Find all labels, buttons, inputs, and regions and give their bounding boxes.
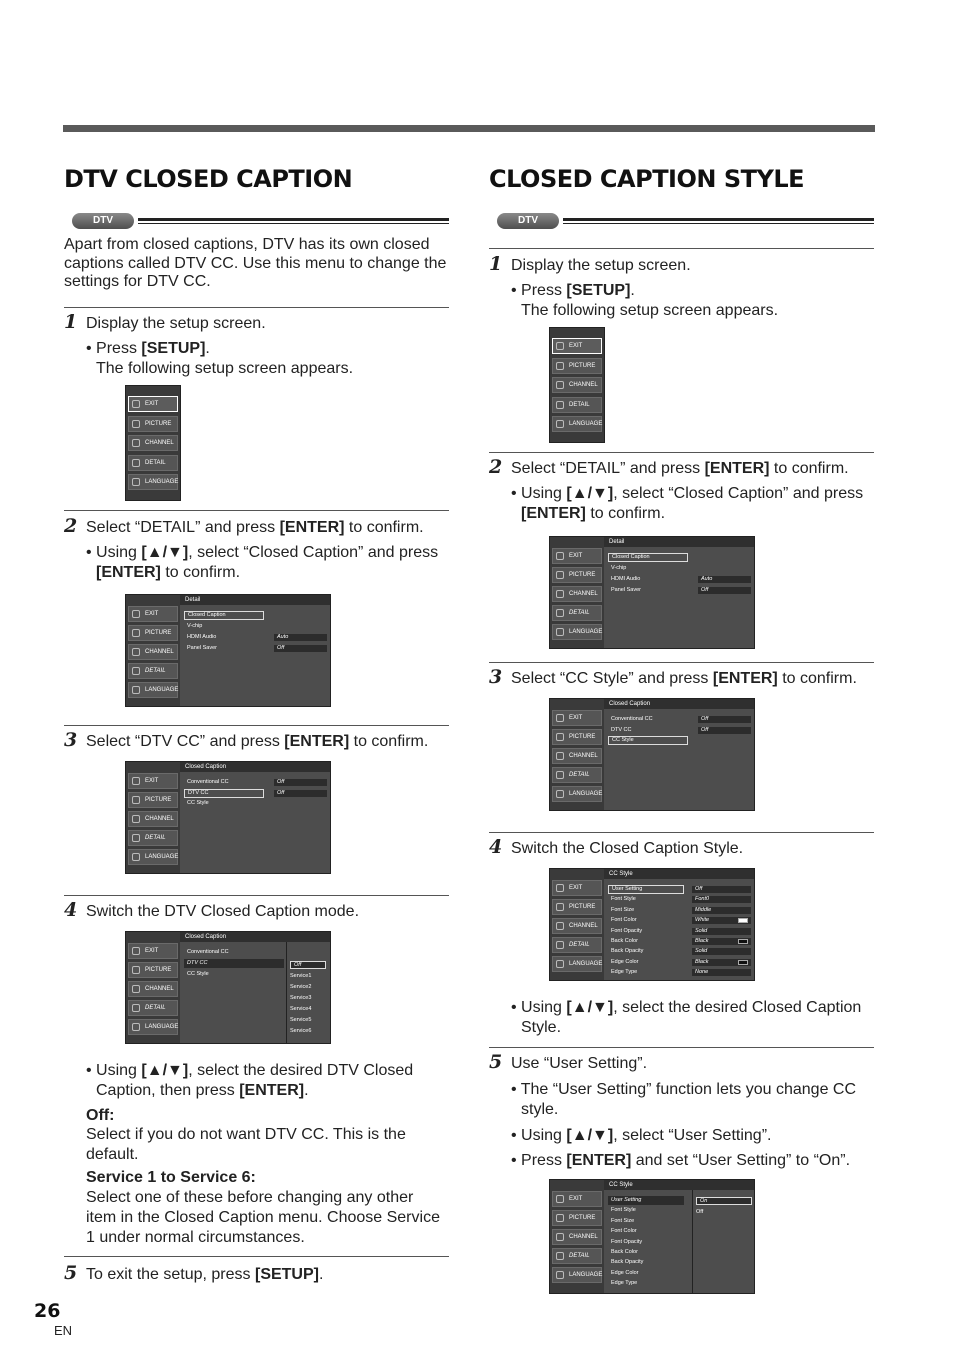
- color-swatch: [738, 960, 748, 965]
- menu-panel: [180, 595, 330, 706]
- menu-value: Black: [692, 959, 751, 966]
- channel-icon: [132, 648, 140, 656]
- menu-row: DTV CC: [184, 789, 264, 798]
- closed-caption-menu-screen: [125, 761, 331, 874]
- menu-value: Auto: [698, 576, 751, 583]
- menu-row: Edge Type: [611, 1280, 638, 1287]
- panel-title: CC Style: [604, 1180, 754, 1190]
- menu-sidebar: [550, 869, 604, 980]
- language-icon: [556, 628, 564, 636]
- exit-icon: [132, 400, 140, 408]
- menu-row: DTV CC: [187, 960, 208, 966]
- menu-value: Off: [274, 645, 327, 652]
- option-item: Service2: [290, 984, 312, 990]
- menu-row: CC Style: [187, 971, 209, 977]
- sidebar-item-label: LANGUAGE: [145, 854, 179, 860]
- sidebar-item-label: LANGUAGE: [569, 961, 603, 967]
- menu-row: Conventional CC: [611, 716, 653, 722]
- menu-row: Back Opacity: [611, 948, 644, 955]
- option-item: Service3: [290, 995, 312, 1001]
- divider: [64, 1256, 449, 1257]
- channel-icon: [556, 1233, 564, 1241]
- language-icon: [556, 420, 564, 428]
- menu-row: Back Opacity: [611, 1259, 644, 1266]
- sidebar-item-language: [128, 682, 178, 698]
- sidebar-item-label: CHANNEL: [569, 753, 598, 759]
- sidebar-item-label: PICTURE: [569, 572, 596, 578]
- sidebar-item-label: EXIT: [569, 1196, 583, 1202]
- sidebar-item-exit: [552, 710, 602, 726]
- sidebar-item-language: [128, 474, 178, 490]
- dtv-badge-row: [72, 212, 449, 230]
- page-language: EN: [54, 1323, 73, 1338]
- sidebar-item-language: [552, 416, 602, 432]
- divider: [64, 895, 449, 896]
- sidebar-item-detail: [128, 455, 178, 471]
- dtv-badge-row: [497, 212, 874, 230]
- exit-icon: [556, 1195, 564, 1203]
- page-number: 26: [34, 1300, 61, 1322]
- intro-text: Apart from closed captions, DTV has its own closed captions called DTV CC. Use this menu to change the settings for DTV CC.: [64, 236, 447, 290]
- detail-icon: [132, 1004, 140, 1012]
- sidebar-item-language: [552, 786, 602, 802]
- menu-panel: [180, 762, 330, 873]
- menu-row: User Setting: [611, 1197, 642, 1203]
- menu-panel: [180, 932, 330, 1043]
- channel-icon: [556, 590, 564, 598]
- sidebar-item-label: EXIT: [145, 948, 159, 954]
- sidebar-item-language: [552, 956, 602, 972]
- sidebar-item-channel: [552, 918, 602, 934]
- menu-row: Conventional CC: [187, 779, 229, 785]
- sidebar-item-channel: [552, 377, 602, 393]
- menu-value: Middle: [692, 907, 751, 914]
- sidebar-item-label: EXIT: [569, 715, 583, 721]
- sidebar-item-label: CHANNEL: [145, 440, 174, 446]
- picture-icon: [556, 733, 564, 741]
- sidebar-item-label: CHANNEL: [145, 816, 174, 822]
- section-title: CLOSED CAPTION STYLE: [489, 165, 805, 193]
- color-swatch: [738, 918, 748, 923]
- option-item: On: [696, 1197, 752, 1205]
- sidebar-item-channel: [552, 1229, 602, 1245]
- channel-icon: [132, 815, 140, 823]
- sidebar-item-channel: [128, 435, 178, 451]
- menu-row: CC Style: [608, 736, 688, 745]
- sidebar-item-picture: [552, 899, 602, 915]
- sidebar-item-label: LANGUAGE: [145, 1024, 179, 1030]
- menu-row: Panel Saver: [611, 587, 641, 593]
- menu-sidebar: [126, 386, 180, 500]
- language-icon: [556, 960, 564, 968]
- detail-icon: [556, 401, 564, 409]
- menu-value: Solid: [692, 928, 751, 935]
- menu-row: Font Color: [611, 917, 637, 924]
- panel-title: Detail: [604, 537, 754, 547]
- menu-row: Panel Saver: [187, 645, 217, 651]
- exit-icon: [556, 884, 564, 892]
- menu-sidebar: [550, 328, 604, 442]
- channel-icon: [132, 439, 140, 447]
- detail-menu-screen: [549, 536, 755, 649]
- menu-row: V-chip: [611, 565, 627, 571]
- sidebar-item-label: LANGUAGE: [569, 791, 603, 797]
- picture-icon: [556, 903, 564, 911]
- sidebar-item-exit: [552, 1191, 602, 1207]
- sidebar-item-label: PICTURE: [145, 420, 172, 427]
- sidebar-item-label: PICTURE: [145, 797, 172, 803]
- panel-title: CC Style: [604, 869, 754, 879]
- section-title: DTV CLOSED CAPTION: [64, 165, 353, 193]
- menu-value: Off: [698, 716, 751, 723]
- picture-icon: [132, 796, 140, 804]
- dtv-badge: DTV: [497, 213, 559, 229]
- menu-row: Font Style: [611, 896, 636, 903]
- sidebar-item-channel: [552, 748, 602, 764]
- menu-row: DTV CC: [611, 726, 632, 733]
- divider: [489, 662, 874, 663]
- sidebar-item-detail: [128, 1000, 178, 1016]
- menu-sidebar: [550, 537, 604, 648]
- option-item: Service4: [290, 1006, 312, 1012]
- sidebar-item-label: PICTURE: [569, 904, 596, 910]
- sidebar-item-language: [552, 1267, 602, 1283]
- menu-value: Off: [274, 779, 327, 786]
- sidebar-item-label: EXIT: [569, 885, 583, 891]
- exit-icon: [132, 947, 140, 955]
- menu-row: Back Color: [611, 1249, 638, 1255]
- menu-row: Edge Type: [611, 969, 638, 976]
- sidebar-item-channel: [128, 981, 178, 997]
- sidebar-item-label: LANGUAGE: [569, 629, 603, 635]
- picture-icon: [132, 629, 140, 637]
- exit-icon: [556, 714, 564, 722]
- sidebar-item-label: CHANNEL: [569, 1234, 598, 1240]
- sidebar-item-picture: [552, 567, 602, 583]
- detail-icon: [556, 941, 564, 949]
- divider: [489, 452, 874, 453]
- sidebar-item-exit: [128, 773, 178, 789]
- sidebar-item-label: EXIT: [145, 778, 159, 784]
- channel-icon: [556, 752, 564, 760]
- sidebar-item-exit: [128, 943, 178, 959]
- user-setting-menu-screen: [549, 1179, 755, 1294]
- menu-panel: [604, 699, 754, 810]
- language-icon: [132, 1023, 140, 1031]
- option-item: Off: [696, 1208, 704, 1215]
- option-item: Service1: [290, 973, 312, 979]
- menu-panel: [604, 869, 754, 980]
- closed-caption-menu-screen: [549, 698, 755, 811]
- menu-row: Font Size: [611, 1217, 635, 1224]
- channel-icon: [132, 985, 140, 993]
- cc-style-menu-screen: [549, 868, 755, 981]
- sidebar-item-channel: [128, 811, 178, 827]
- detail-icon: [132, 667, 140, 675]
- language-icon: [556, 790, 564, 798]
- sidebar-item-label: LANGUAGE: [569, 1272, 603, 1278]
- menu-value: Off: [274, 790, 327, 797]
- dtv-badge: DTV: [72, 213, 134, 229]
- exit-icon: [132, 777, 140, 785]
- sidebar-item-exit: [552, 548, 602, 564]
- menu-sidebar: [126, 932, 180, 1043]
- channel-icon: [556, 922, 564, 930]
- sidebar-item-label: CHANNEL: [569, 591, 598, 597]
- menu-row: Back Color: [611, 938, 638, 944]
- exit-icon: [556, 552, 564, 560]
- menu-sidebar: [550, 1180, 604, 1293]
- sidebar-item-language: [128, 1019, 178, 1035]
- sidebar-item-language: [552, 624, 602, 640]
- language-icon: [556, 1271, 564, 1279]
- sidebar-item-label: CHANNEL: [145, 986, 174, 992]
- menu-row: Font Opacity: [611, 927, 643, 934]
- menu-row: Closed Caption: [184, 611, 264, 620]
- sidebar-item-picture: [552, 1210, 602, 1226]
- menu-row: Font Size: [611, 906, 635, 913]
- menu-value: Off: [692, 886, 751, 893]
- sidebar-item-language: [128, 849, 178, 865]
- sidebar-item-detail: [552, 937, 602, 953]
- panel-title: Detail: [180, 595, 330, 605]
- detail-icon: [132, 834, 140, 842]
- menu-row: Edge Color: [611, 1269, 639, 1276]
- picture-icon: [132, 966, 140, 974]
- menu-row: HDMI Audio: [187, 634, 217, 640]
- sidebar-item-label: DETAIL: [145, 459, 166, 466]
- sidebar-item-label: PICTURE: [569, 1215, 596, 1221]
- dtv-cc-menu-screen: [125, 931, 331, 1044]
- sidebar-item-picture: [128, 792, 178, 808]
- option-item: Off: [290, 961, 326, 969]
- menu-value: Font0: [692, 896, 751, 903]
- sidebar-item-label: EXIT: [569, 343, 583, 349]
- sidebar-item-exit: [128, 606, 178, 622]
- header-rule: [63, 125, 875, 132]
- sidebar-item-label: DETAIL: [145, 835, 166, 841]
- picture-icon: [556, 1214, 564, 1222]
- detail-icon: [132, 459, 140, 467]
- channel-icon: [556, 381, 564, 389]
- sidebar-item-label: LANGUAGE: [569, 421, 603, 427]
- language-icon: [132, 853, 140, 861]
- panel-title: Closed Caption: [180, 762, 330, 772]
- sidebar-item-label: PICTURE: [569, 734, 596, 740]
- menu-value: Off: [698, 727, 751, 734]
- menu-row: Conventional CC: [187, 949, 229, 955]
- sidebar-item-detail: [128, 830, 178, 846]
- divider: [64, 307, 449, 308]
- menu-value: Black: [692, 938, 751, 945]
- language-icon: [132, 686, 140, 694]
- sidebar-item-label: LANGUAGE: [145, 687, 179, 693]
- exit-icon: [556, 342, 564, 350]
- sidebar-item-channel: [552, 586, 602, 602]
- sidebar-item-label: CHANNEL: [569, 382, 598, 388]
- divider: [489, 832, 874, 833]
- sidebar-item-exit: [552, 338, 602, 354]
- sidebar-item-label: DETAIL: [145, 668, 166, 674]
- panel-title: Closed Caption: [604, 699, 754, 709]
- sidebar-item-exit: [128, 396, 178, 412]
- sidebar-item-label: DETAIL: [145, 1005, 166, 1011]
- sidebar-item-label: PICTURE: [569, 362, 596, 369]
- sidebar-item-label: DETAIL: [569, 1253, 590, 1259]
- sidebar-item-picture: [128, 962, 178, 978]
- sidebar-item-label: CHANNEL: [145, 649, 174, 655]
- menu-value: Solid: [692, 948, 751, 955]
- menu-value: White: [692, 917, 751, 924]
- sidebar-item-label: EXIT: [145, 611, 159, 617]
- sidebar-item-picture: [552, 358, 602, 374]
- menu-value: Auto: [274, 634, 327, 641]
- picture-icon: [556, 362, 564, 370]
- menu-row: V-chip: [187, 623, 203, 629]
- sidebar-item-picture: [128, 416, 178, 432]
- menu-sidebar: [550, 699, 604, 810]
- list-divider: [692, 1190, 693, 1293]
- sidebar-item-exit: [552, 880, 602, 896]
- divider: [489, 1047, 874, 1048]
- menu-row: Font Color: [611, 1228, 637, 1235]
- sidebar-item-label: LANGUAGE: [145, 479, 179, 485]
- sidebar-item-label: EXIT: [145, 401, 159, 407]
- sidebar-item-label: DETAIL: [569, 942, 590, 948]
- sidebar-item-channel: [128, 644, 178, 660]
- language-icon: [132, 478, 140, 486]
- divider: [489, 248, 874, 249]
- option-item: Service6: [290, 1028, 312, 1034]
- menu-row: CC Style: [187, 800, 209, 806]
- divider: [64, 510, 449, 511]
- menu-panel: [604, 1180, 754, 1293]
- setup-screen: [549, 327, 605, 443]
- sidebar-item-label: CHANNEL: [569, 923, 598, 929]
- option-item: Service5: [290, 1017, 312, 1023]
- sidebar-item-label: DETAIL: [569, 610, 590, 616]
- detail-icon: [556, 771, 564, 779]
- detail-menu-screen: [125, 594, 331, 707]
- sidebar-item-label: EXIT: [569, 553, 583, 559]
- list-divider: [286, 942, 287, 1043]
- menu-row: Font Style: [611, 1207, 636, 1214]
- sidebar-item-picture: [552, 729, 602, 745]
- setup-screen: [125, 385, 181, 501]
- menu-sidebar: [126, 762, 180, 873]
- menu-value: Off: [698, 587, 751, 594]
- menu-panel: [604, 537, 754, 648]
- sidebar-item-label: DETAIL: [569, 772, 590, 778]
- picture-icon: [556, 571, 564, 579]
- menu-row: Font Opacity: [611, 1238, 643, 1245]
- panel-title: Closed Caption: [180, 932, 330, 942]
- menu-sidebar: [126, 595, 180, 706]
- sidebar-item-detail: [128, 663, 178, 679]
- menu-row: Closed Caption: [608, 553, 688, 562]
- exit-icon: [132, 610, 140, 618]
- sidebar-item-label: PICTURE: [145, 967, 172, 973]
- sidebar-item-label: PICTURE: [145, 630, 172, 636]
- divider: [64, 725, 449, 726]
- picture-icon: [132, 420, 140, 428]
- sidebar-item-detail: [552, 767, 602, 783]
- menu-row: HDMI Audio: [611, 576, 641, 582]
- sidebar-item-picture: [128, 625, 178, 641]
- sidebar-item-label: DETAIL: [569, 401, 590, 408]
- sidebar-item-detail: [552, 1248, 602, 1264]
- color-swatch: [738, 939, 748, 944]
- detail-icon: [556, 609, 564, 617]
- menu-row: Edge Color: [611, 958, 639, 965]
- sidebar-item-detail: [552, 397, 602, 413]
- menu-row: User Setting: [608, 885, 684, 894]
- sidebar-item-detail: [552, 605, 602, 621]
- detail-icon: [556, 1252, 564, 1260]
- menu-value: None: [692, 969, 751, 976]
